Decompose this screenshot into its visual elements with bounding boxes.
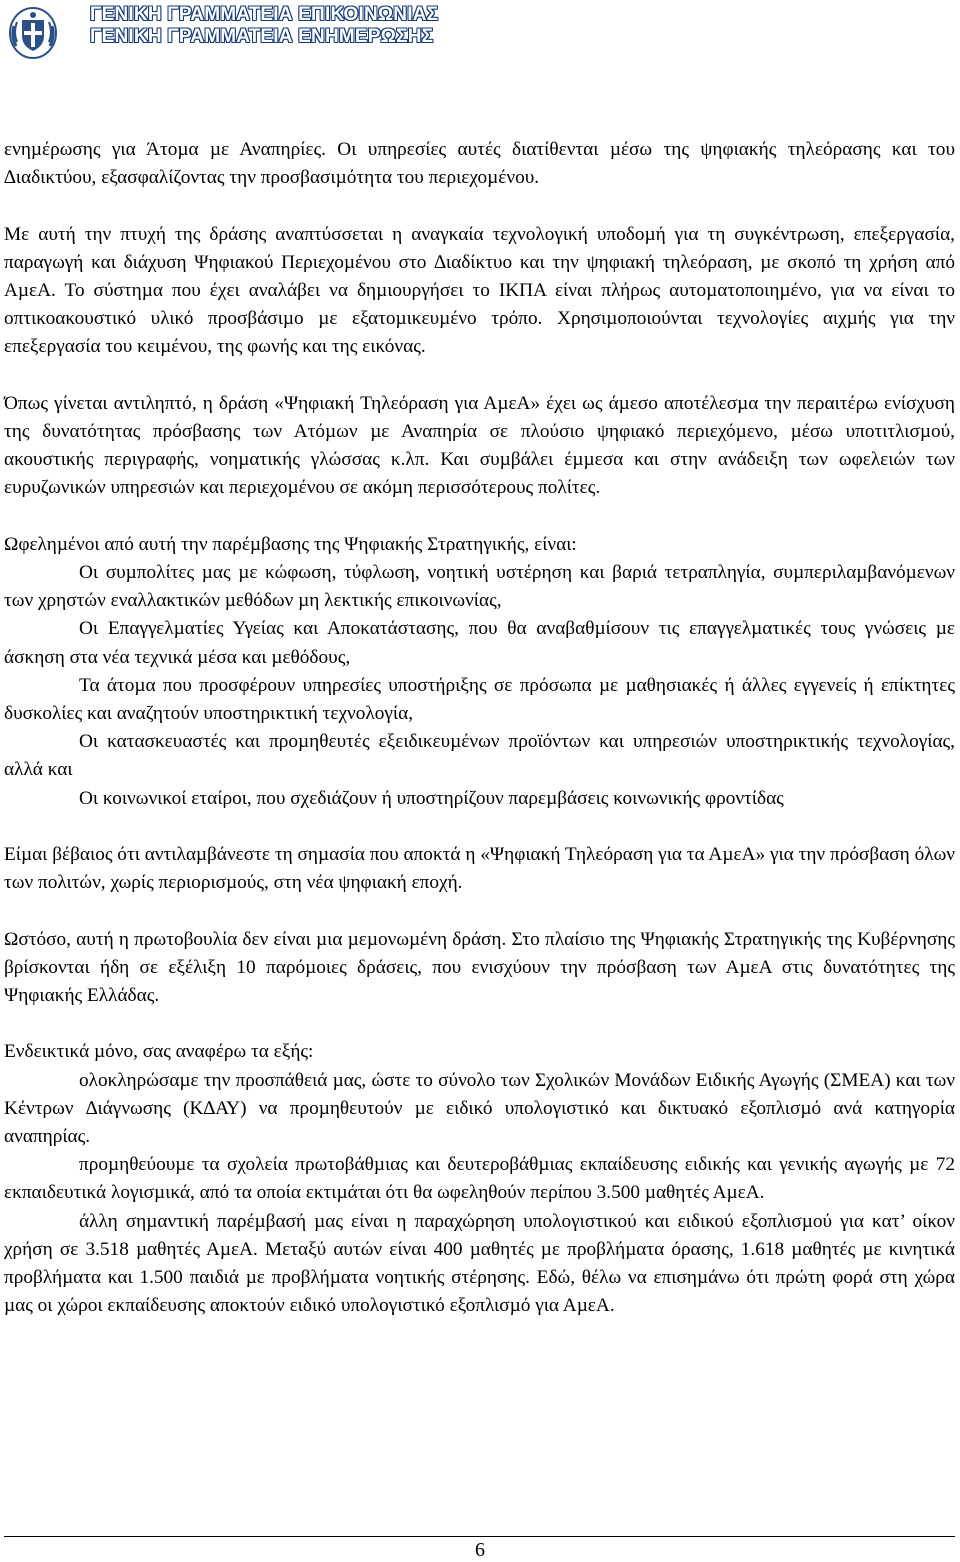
beneficiary-item: Οι Επαγγελµατίες Υγείας και Αποκατάστασης, που θα αναβαθµίσουν τις επαγγελµατικές τους γνώσεις µε άσκηση στα νέα τεχνικά µέσα και µεθόδους,: [4, 618, 955, 668]
beneficiary-item: Οι κατασκευαστές και προµηθευτές εξειδικευµένων προϊόντων και υπηρεσιών υποστηρικτικής τεχνολογίας, αλλά και: [4, 731, 955, 781]
paragraph-1: ενηµέρωσης για Άτοµα µε Αναπηρίες. Οι υπηρεσίες αυτές διατίθενται µέσω της ψηφιακής τηλεόρασης και του ∆ιαδικτύου, εξασφαλίζοντας την προσβασιµότητα του περιεχοµένου.: [4, 139, 955, 189]
page-number: 6: [475, 1539, 485, 1561]
beneficiary-item: Οι κοινωνικοί εταίροι, που σχεδιάζουν ή υποστηρίζουν παρεµβάσεις κοινωνικής φροντίδας: [79, 787, 784, 809]
paragraph-6: Ωστόσο, αυτή η πρωτοβουλία δεν είναι µια µεµονωµένη δράση. Στο πλαίσιο της Ψηφιακής Στρατηγικής της Κυβέρνησης βρίσκονται ήδη σε εξέλιξη 10 παρόµοιες δράσεις, που ενισχύουν την πρόσβαση των ΑµεΑ στις δυνατότητες της Ψηφιακής Ελλάδας.: [4, 928, 955, 1007]
example-item: άλλη σηµαντική παρέµβασή µας είναι η παραχώρηση υπολογιστικού και ειδικού εξοπλισµού για κατ’ οίκον χρήση σε 3.518 µαθητές ΑµεΑ. Μεταξύ αυτών είναι 400 µαθητές µε προβλήµατα όρασης, 1.618 µαθητές µε κινητικά προβλήµατα και 1.500 παιδιά µε προβλήµατα νοητικής στέρησης. Εδώ, θέλω να επισηµάνω ότι πρώτη φορά στη χώρα µας οι χώροι εκπαίδευσης αποκτούν ειδικό υπολογιστικό εξοπλισµό για ΑµεΑ.: [4, 1210, 955, 1317]
footer-divider: [4, 1536, 955, 1537]
beneficiaries-intro: Ωφεληµένοι από αυτή την παρέµβασης της Ψηφιακής Στρατηγικής, είναι:: [4, 533, 577, 555]
greek-coat-of-arms-icon: [8, 6, 58, 60]
beneficiary-item: Οι συµπολίτες µας µε κώφωση, τύφλωση, νοητική υστέρηση και βαριά τετραπληγία, συµπεριλαµβανόµενων των χρηστών εναλλακτικών µεθόδων µη λεκτικής επικοινωνίας,: [4, 562, 955, 612]
paragraph-3: Όπως γίνεται αντιληπτό, η δράση «Ψηφιακή Τηλεόραση για ΑµεΑ» έχει ως άµεσο αποτέλεσµα την περαιτέρω ενίσχυση της δυνατότητας πρόσβασης των Ατόµων µε Αναπηρία σε πλούσιο ψηφιακό περιεχόµενο, µέσω υποτιτλισµού, ακουστικής περιγραφής, νοηµατικής γλώσσας κ.λπ. Και συµβάλει έµµεσα και στην ανάδειξη των ωφελειών των ευρυζωνικών υπηρεσιών και περιεχοµένου σε ακόµη περισσότερους πολίτες.: [4, 392, 955, 499]
document-body: [4, 136, 955, 1320]
paragraph-2: Με αυτή την πτυχή της δράσης αναπτύσσεται η αναγκαία τεχνολογική υποδοµή για τη συγκέντρωση, επεξεργασία, παραγωγή και διάχυση Ψηφιακού Περιεχοµένου στο ∆ιαδίκτυο και την ψηφιακή τηλεόραση, µε σκοπό τη χρήση από ΑµεΑ. Το σύστηµα που έχει αναλάβει να δηµιουργήσει το ΙΚΠΑ είναι πλήρως αυτοµατοποιηµένο, για να είναι το οπτικοακουστικό υλικό προσβάσιµο µε εξατοµικευµένο τρόπο. Χρησιµοποιούνται τεχνολογίες αιχµής για την επεξεργασία του κειµένου, της φωνής και της εικόνας.: [4, 223, 955, 358]
examples-intro: Ενδεικτικά µόνο, σας αναφέρω τα εξής:: [4, 1041, 314, 1063]
header-ministry-information: ΓΕΝΙΚΗ ΓΡΑΜΜΑΤΕΙΑ ΕΝΗΜΕΡΩΣΗΣ: [90, 26, 434, 47]
letterhead: [0, 0, 960, 62]
beneficiary-item: Τα άτοµα που προσφέρουν υπηρεσίες υποστήριξης σε πρόσωπα µε µαθησιακές ή άλλες εγγενείς ή επίκτητες δυσκολίες και αναζητούν υποστηρικτική τεχνολογία,: [4, 674, 955, 725]
header-ministry-communication: ΓΕΝΙΚΗ ΓΡΑΜΜΑΤΕΙΑ ΕΠΙΚΟΙΝΩΝΙΑΣ: [90, 4, 439, 25]
paragraph-5: Είµαι βέβαιος ότι αντιλαµβάνεστε τη σηµασία που αποκτά η «Ψηφιακή Τηλεόραση για τα ΑµεΑ» για την πρόσβαση όλων των πολιτών, χωρίς περιορισµούς, στη νέα ψηφιακή εποχή.: [4, 844, 955, 894]
example-item: ολοκληρώσαµε την προσπάθειά µας, ώστε το σύνολο των Σχολικών Μονάδων Ειδικής Αγωγής (ΣΜΕΑ) και των Κέντρων ∆ιάγνωσης (Κ∆ΑΥ) να προµηθευτούν µε ειδικό υπολογιστικό και δικτυακό εξοπλισµό ανά κατηγορία αναπηρίας.: [4, 1069, 955, 1148]
example-item: προµηθεύουµε τα σχολεία πρωτοβάθµιας και δευτεροβάθµιας εκπαίδευσης ειδικής και γενικής αγωγής µε 72 εκπαιδευτικά λογισµικά, από τα οποία εκτιµάται ότι θα ωφεληθούν περίπου 3.500 µαθητές ΑµεΑ.: [4, 1154, 955, 1204]
